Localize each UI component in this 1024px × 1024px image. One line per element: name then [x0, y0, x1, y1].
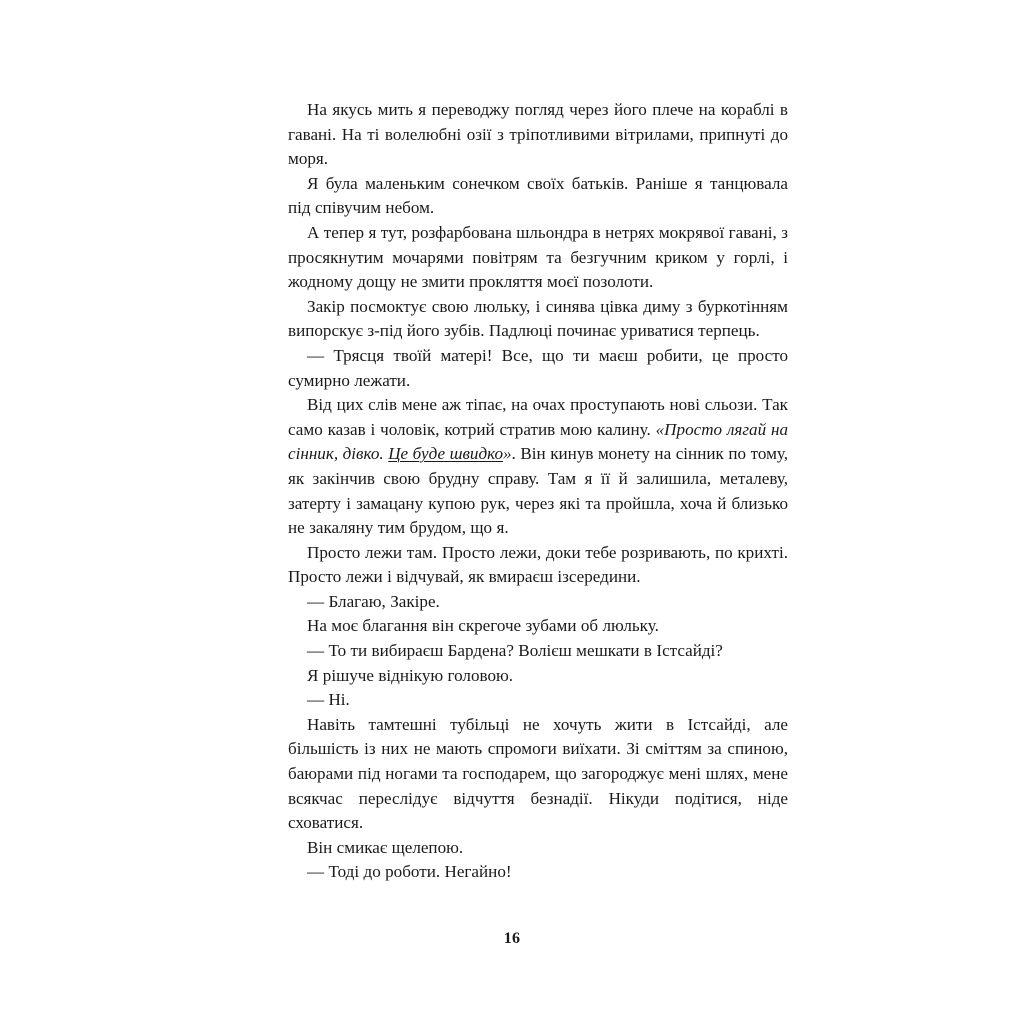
page-number: 16 — [503, 930, 521, 947]
quote-trail-text: . Він кинув монету на сінник по тому, як закінчив свою брудну справу. Там я її й залишила, металеву, затерту і замацану купою рук, через які та пройшла, хоча й близько не закаляну тим брудом, що я. — [288, 444, 788, 538]
page-text-body — [288, 98, 788, 885]
dialogue-line: — Ні. — [307, 690, 350, 710]
quote-lead-text: Від цих слів мене аж тіпає, на очах проступають нові сльози. Так само казав і чоловік, котрий стратив мою калину. — [288, 395, 788, 439]
paragraph: Він смикає щелепою. — [307, 837, 464, 857]
dialogue-line: — Благаю, Закіре. — [307, 591, 440, 611]
paragraph: На якусь мить я переводжу погляд через його плече на кораблі в гавані. На ті волелюбні озії з тріпотливими вітрилами, припнуті до моря. — [288, 100, 788, 169]
dialogue-line: — Трясця твоїй матері! Все, що ти маєш робити, це просто сумирно лежати. — [288, 345, 788, 390]
paragraph: Просто лежи там. Просто лежи, доки тебе розривають, по крихті. Просто лежи і відчувай, як вмираєш ізсередини. — [288, 542, 788, 587]
quoted-speech-underlined: Це буде швидко — [388, 444, 503, 464]
quoted-speech-italic: «Просто лягай на сінник, дівко. — [288, 419, 789, 464]
paragraph: А тепер я тут, розфарбована шльондра в нетрях мокрявої гавані, з просякнутим мочарями повітрям та безгучним криком у горлі, і жодному дощу не змити прокляття моєї позолоти. — [288, 222, 788, 292]
paragraph: Закір посмоктує свою люльку, і синява цівка диму з буркотінням випорскує з-під його зубів. Падлюці починає уриватися терпець. — [288, 296, 788, 341]
paragraph: Я була маленьким сонечком своїх батьків. Раніше я танцювала під співучим небом. — [288, 173, 788, 218]
dialogue-line: — Тоді до роботи. Негайно! — [307, 862, 512, 882]
quote-close-guillemet: » — [503, 444, 512, 464]
paragraph-with-quote — [288, 393, 788, 541]
paragraph: На моє благання він скрегоче зубами об люльку. — [307, 616, 659, 636]
paragraph: Я рішуче віднікую головою. — [307, 665, 514, 685]
dialogue-line: — То ти вибираєш Бардена? Волієш мешкати в Істсайді? — [307, 641, 723, 661]
paragraph: Навіть тамтешні тубільці не хочуть жити в Істсайді, але більшість із них не мають спромоги виїхати. Зі сміттям за спиною, баюрами під ногами та господарем, що загороджує мені шлях, мене всякчас переслідує відчуття безнадії. Нікуди подітися, ніде сховатися. — [288, 714, 788, 833]
